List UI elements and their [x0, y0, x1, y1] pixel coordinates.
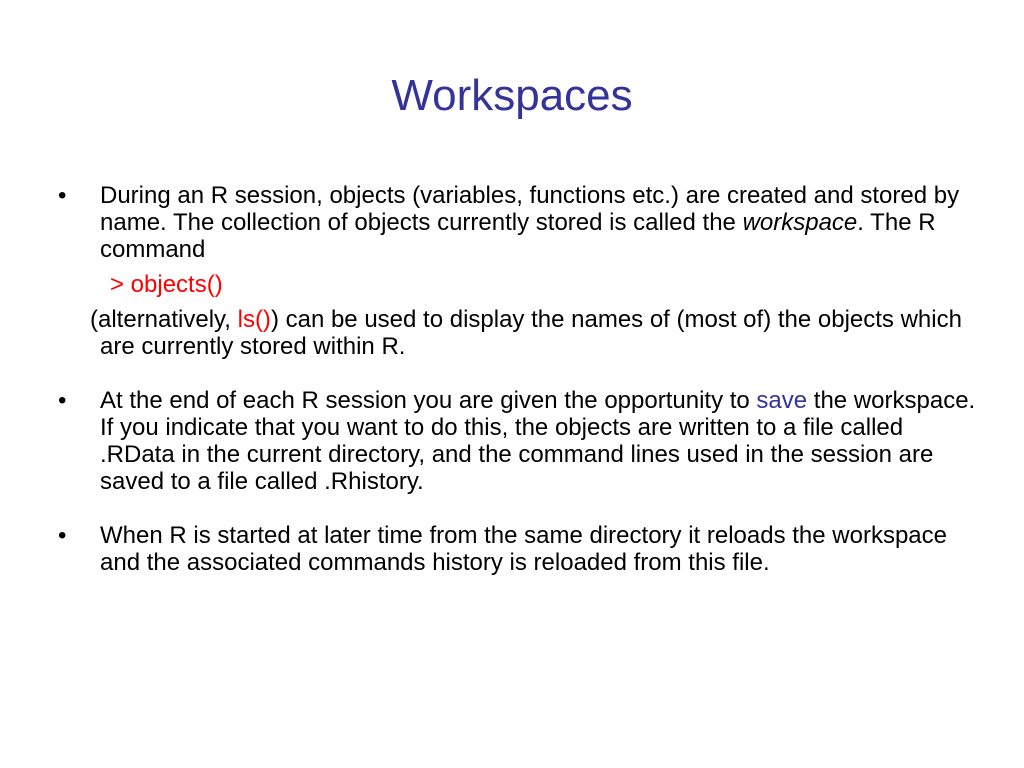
alt-text-b: ) can be used to display the names of (most of) the objects which are currently stored within R. — [100, 306, 962, 360]
alternative-paragraph — [58, 306, 978, 360]
bullet-icon: • — [58, 182, 67, 209]
bullet-1-text-a: During an R session, objects (variables, functions etc.) are created and stored by name. The collection of objects currently stored is called the — [100, 182, 960, 236]
bullet-item-1 — [58, 182, 978, 263]
bullet-1-text-b: . The R command — [100, 209, 936, 263]
ls-command: ls() — [237, 306, 271, 333]
bullet-icon: • — [58, 522, 67, 549]
slide-body — [58, 182, 978, 576]
objects-command: > objects() — [110, 271, 223, 298]
bullet-3-text: When R is started at later time from the same directory it reloads the workspace and the associated commands history is reloaded from this file. — [100, 522, 947, 576]
save-word: save — [756, 387, 808, 414]
workspace-emphasis: workspace — [742, 209, 858, 236]
bullet-item-2 — [58, 387, 978, 495]
bullet-item-3 — [58, 522, 978, 576]
slide-title: Workspaces — [391, 71, 633, 120]
bullet-2-text-a: At the end of each R session you are given the opportunity to — [100, 387, 757, 414]
bullet-2-text-b: the workspace. If you indicate that you want to do this, the objects are written to a file called .RData in the current directory, and the command lines used in the session are saved to a file called .Rhistory. — [100, 387, 976, 495]
bullet-icon: • — [58, 387, 67, 414]
alt-text-a: (alternatively, — [90, 306, 238, 333]
